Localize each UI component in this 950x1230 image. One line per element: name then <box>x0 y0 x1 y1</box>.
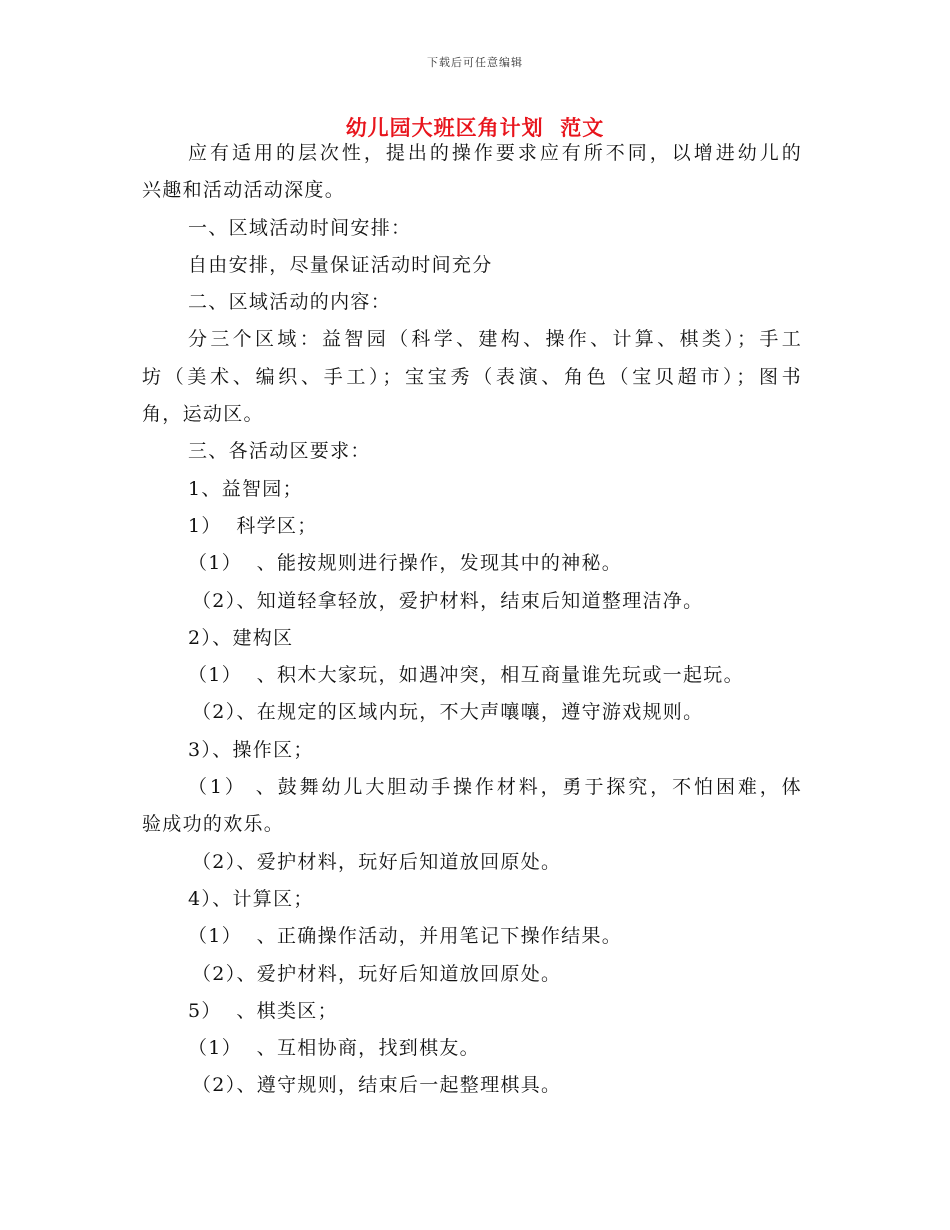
subsection-heading: 4）、计算区； <box>188 887 314 910</box>
section-heading: 三、各活动区要求： <box>188 440 371 463</box>
paragraph-line: 自由安排，尽量保证活动时间充分 <box>188 253 493 276</box>
list-item: （1） 、能按规则进行操作，发现其中的神秘。 <box>188 552 623 575</box>
subsection-heading: 1） 科学区； <box>188 514 318 537</box>
list-item: 验成功的欢乐。 <box>142 813 285 836</box>
header-note: 下载后可任意编辑 <box>427 56 523 69</box>
list-item: （2）、爱护材料，玩好后知道放回原处。 <box>192 850 562 873</box>
list-item: （2）、爱护材料，玩好后知道放回原处。 <box>192 962 562 985</box>
paragraph-line: 分三个区域：益智园（科学、建构、操作、计算、棋类）；手工 <box>188 328 802 351</box>
section-heading: 一、区域活动时间安排： <box>188 216 412 239</box>
document-title: 幼儿园大班区角计划 范文 <box>345 115 605 140</box>
list-item: （1） 、互相协商，找到棋友。 <box>188 1037 480 1060</box>
subsection-heading: 1、益智园； <box>188 477 303 500</box>
list-item: （2）、遵守规则，结束后一起整理棋具。 <box>192 1074 562 1097</box>
section-heading: 二、区域活动的内容： <box>188 291 392 314</box>
paragraph-line: 角，运动区。 <box>142 403 264 426</box>
document-body <box>142 135 802 1105</box>
list-item: （1） 、正确操作活动，并用笔记下操作结果。 <box>188 925 623 948</box>
subsection-heading: 5） 、棋类区； <box>188 999 338 1022</box>
subsection-heading: 2）、建构区 <box>188 626 294 649</box>
list-item: （2）、在规定的区域内玩，不大声嚷嚷，遵守游戏规则。 <box>192 701 704 724</box>
paragraph-line: 兴趣和活动活动深度。 <box>142 179 346 202</box>
list-item: （1） 、鼓舞幼儿大胆动手操作材料，勇于探究，不怕困难，体 <box>188 776 802 799</box>
list-item: （2）、知道轻拿轻放，爱护材料，结束后知道整理洁净。 <box>192 589 704 612</box>
paragraph-line: 坊（美术、编织、手工）；宝宝秀（表演、角色（宝贝超市）；图书 <box>142 365 802 388</box>
paragraph-line: 应有适用的层次性，提出的操作要求应有所不同，以增进幼儿的 <box>188 142 802 164</box>
list-item: （1） 、积木大家玩，如遇冲突，相互商量谁先玩或一起玩。 <box>188 664 744 687</box>
subsection-heading: 3）、操作区； <box>188 738 314 761</box>
